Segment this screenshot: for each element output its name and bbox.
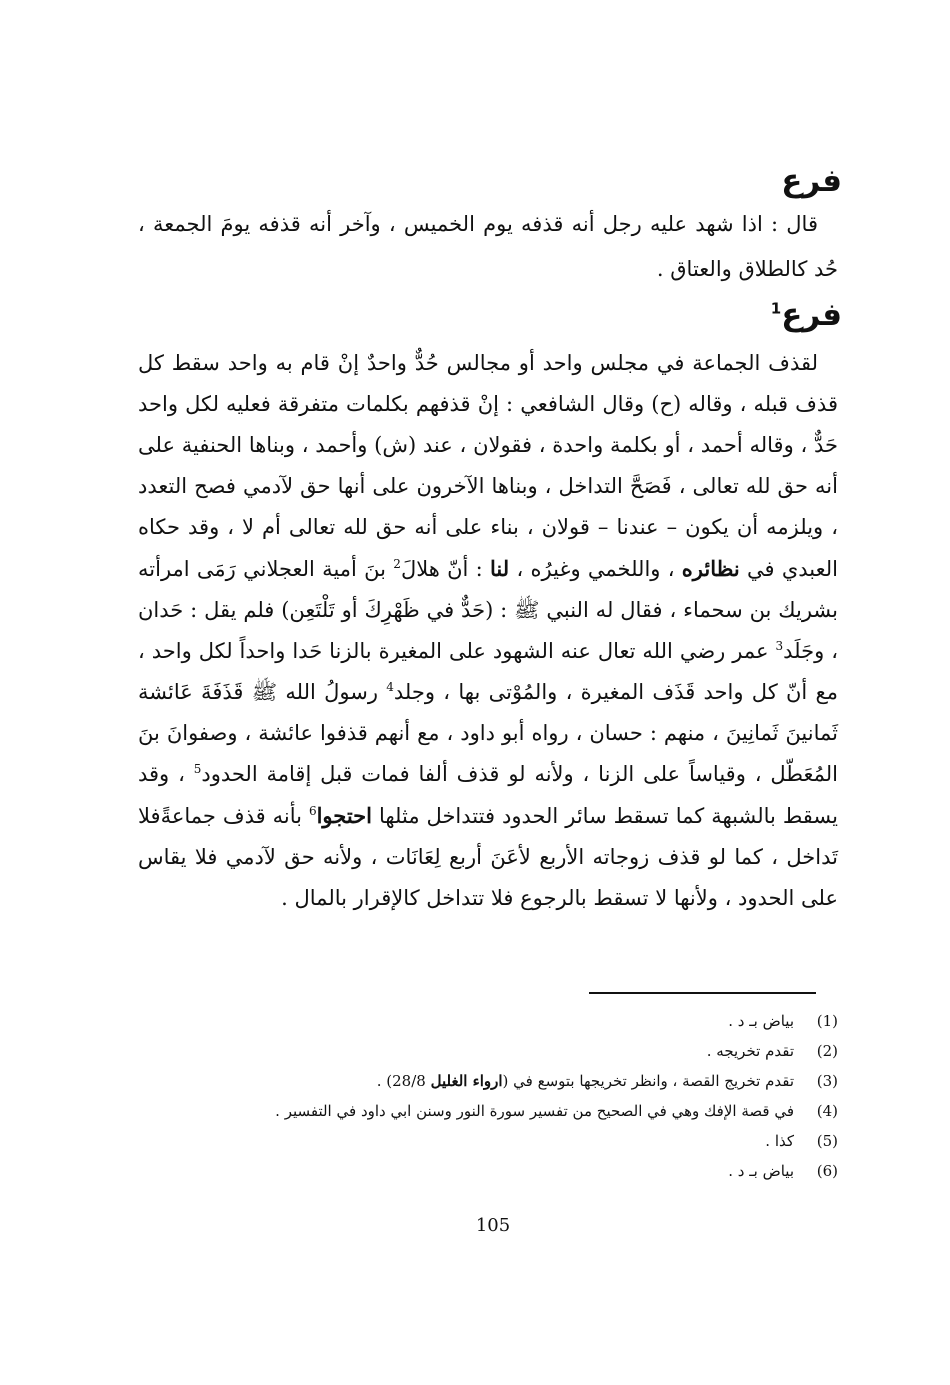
paragraph-part: : أنّ هلالَ (400, 557, 491, 581)
footnote-ref-6: 6 (308, 804, 317, 818)
heading-text: فرع (781, 163, 842, 199)
footnote-number: (3) (816, 1072, 838, 1090)
footnote-divider (589, 992, 816, 994)
paragraph-part: بأنه قذف جماعةًفلا تَداخل ، كما لو قذف زوجاته الأربع لأعَنَ أربع لِعَانَات ، ولأنه حق لآدمي فلا يقاس على الحدود ، ولأنها لا تسقط بالرجوع فلا تتداخل كالإقرار بالمال . (138, 804, 838, 910)
paragraph-part: رسولُ الله ﷺ قَذَفَةَ عَائشة ثَمانينَ ثَمانِينَ ، منهم : حسان ، رواه أبو داود ، مع أنهم قذفوا عائشة ، وصفوانَ بنَ المُعَطّل ، وقياساً على الزنا ، ولأنه لو قذف ألفا فمات قبل إقامة الحدود (138, 680, 838, 786)
bold-term-ihtajju: احتجوا (316, 803, 372, 828)
paragraph: قال : اذا شهد عليه رجل أنه قذفه يوم الخميس ، وآخر أنه قذفه يومَ الجمعة ، حُد كالطلاق والعتاق . (138, 212, 838, 281)
bold-term-nazairih: نظائره (681, 556, 740, 581)
paragraph-part: لقذف الجماعة في مجلس واحد أو مجالس حُدٌّ واحدٌ إنْ قام به واحد سقط كل قذف قبله ، وقاله (ح) وقال الشافعي : إنْ قذفهم بكلمات متفرقة فعليه لكل واحد حَدٌّ ، وقاله أحمد ، أو بكلمة واحدة ، فقولان ، عند (ش) وأحمد ، وبناها الحنفية على أنه حق لله تعالى ، فَصَحَّ التداخل ، وبناها الآخرون على أنها حق لآدمي فصح التعدد ، ويلزمه أن يكون – عندنا – قولان ، بناء على أنه حق لله تعالى أم لا ، وقد حكاه العبدي في (138, 351, 838, 581)
footnote-item (138, 1096, 838, 1126)
footnote-text-part: تقدم تخريج القصة ، وانظر تخريجها بتوسع في ( (502, 1072, 794, 1090)
footnote-book-title: ارواء الغليل (430, 1072, 503, 1090)
footnote-ref-4: 4 (386, 680, 394, 694)
section-2-text (138, 343, 838, 919)
footnote-ref-1: 1 (770, 299, 782, 318)
footnote-number: (6) (816, 1162, 838, 1180)
paragraph-part: ، واللخمي وغيرُه ، (509, 557, 682, 581)
footnote-item (138, 1156, 838, 1186)
section-heading-1 (781, 162, 842, 200)
footnote-text-part: 28/8) . (376, 1072, 431, 1090)
footnote-number: (2) (816, 1042, 838, 1060)
paragraph-part: عمر رضي الله تعال عنه الشهود على المغيرة بالزنا حَدا واحداً لكل واحد ، مع أنّ كل واحد قَذَف المغيرة ، والمُوْتى بها ، وجلد (138, 639, 838, 704)
footnote-item (138, 1126, 838, 1156)
footnote-text: تقدم تخريجه . (706, 1042, 794, 1060)
footnote-ref-5: 5 (193, 762, 202, 776)
footnote-ref-3: 3 (775, 639, 784, 653)
footnote-text: بياض بـ د . (728, 1012, 794, 1030)
bold-term-lana: لنا (490, 556, 510, 581)
footnote-number: (5) (816, 1132, 838, 1150)
footnote-text (377, 1066, 800, 1096)
section-heading-2 (771, 296, 842, 334)
heading-text: فرع (781, 297, 842, 333)
footnote-number: (4) (816, 1102, 838, 1120)
footnote-text: بياض بـ د . (728, 1162, 794, 1180)
footnote-item (138, 1036, 838, 1066)
footnote-item (138, 1006, 838, 1036)
footnotes-list (138, 1006, 838, 1186)
footnote-ref-2: 2 (393, 557, 401, 571)
paragraph-part: بنَ أمية العجلاني رَمَى امرأته بشريك بن سحماء ، فقال له النبي ﷺ : (حَدٌّ في ظَهْرِكَ أو تَلْتَعِن) فلم يقل : حَدان ، وجَلَد (138, 557, 838, 663)
footnote-item (138, 1066, 838, 1096)
footnote-number: (1) (816, 1012, 838, 1030)
section-1-text (138, 202, 838, 292)
footnote-text: في قصة الإفك وهي في الصحيح من تفسير سورة النور وسنن ابي داود في التفسير . (275, 1102, 794, 1120)
page-number: 105 (475, 1215, 511, 1236)
paragraph-part: ، وقد يسقط بالشبهة كما تسقط سائر الحدود فتتداخل مثلها (138, 762, 838, 828)
footnote-text: كذا . (765, 1132, 794, 1150)
